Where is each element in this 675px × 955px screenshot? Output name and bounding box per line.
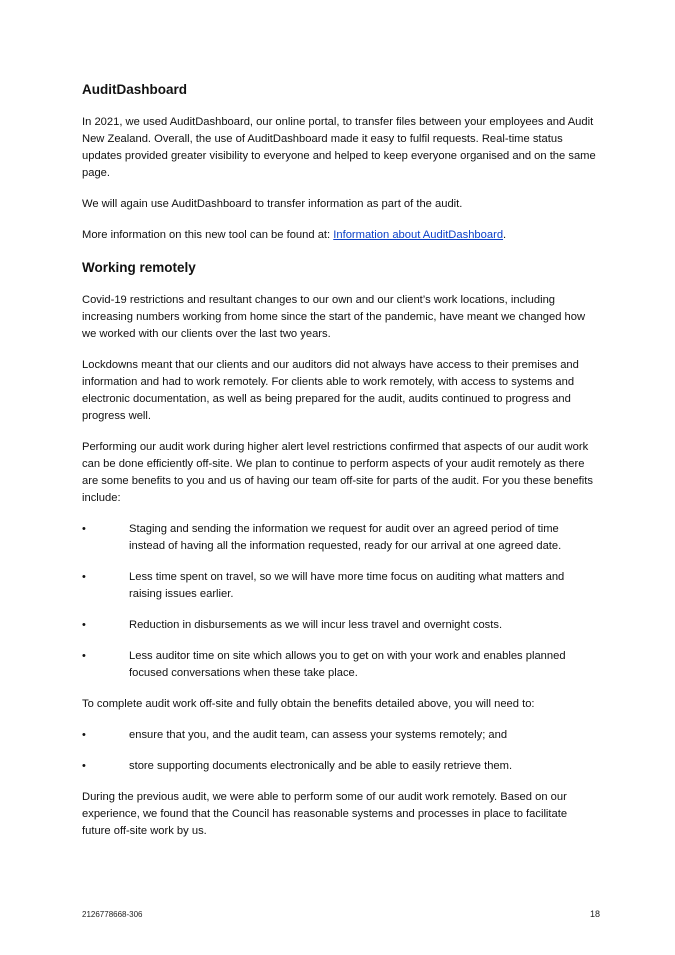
list-item-text: Less time spent on travel, so we will have more time focus on auditing what matters and raising issues earlier. [129, 571, 565, 600]
list-item [82, 727, 597, 744]
list-item [82, 569, 597, 603]
list-item-text: Reduction in disbursements as we will incur less travel and overnight costs. [129, 619, 503, 631]
footer-page-number: 18 [589, 909, 600, 919]
paragraph: We will again use AuditDashboard to transfer information as part of the audit. [82, 198, 463, 210]
requirements-intro: To complete audit work off-site and fully obtain the benefits detailed above, you will need to: [82, 698, 535, 710]
requirements-list [82, 727, 597, 775]
paragraph: In 2021, we used AuditDashboard, our online portal, to transfer files between your employees and Audit New Zealand. Overall, the use of AuditDashboard made it easy to fulfil requests. Real-time status updates provided greater visibility to everyone and helped to keep everyone organised and on the same page. [82, 116, 596, 179]
heading-working-remotely: Working remotely [82, 260, 196, 275]
more-info-prefix: More information on this new tool can be found at: [82, 229, 334, 241]
bullet-icon: • [82, 619, 86, 631]
list-item-text: Staging and sending the information we request for audit over an agreed period of time instead of having all the information requested, ready for our arrival at one agreed date. [129, 523, 562, 552]
document-page [82, 80, 597, 854]
footer-doc-id: 2126778668-306 [82, 910, 143, 919]
bullet-icon: • [82, 760, 86, 772]
bullet-icon: • [82, 650, 86, 662]
paragraph: Lockdowns meant that our clients and our auditors did not always have access to their premises and information and had to work remotely. For clients able to work remotely, with access to systems and electronic documentation, as well as being prepared for the audit, audits continued to progress and progress well. [82, 359, 579, 422]
closing-paragraph: During the previous audit, we were able to perform some of our audit work remotely. Based on our experience, we found that the Council has reasonable systems and processes in place to facilitate future off-site work by us. [82, 791, 568, 837]
benefits-list [82, 521, 597, 682]
heading-auditdashboard: AuditDashboard [82, 82, 188, 97]
list-item-text: store supporting documents electronically and be able to easily retrieve them. [129, 760, 513, 772]
more-info-paragraph [82, 227, 597, 244]
auditdashboard-info-link[interactable]: Information about AuditDashboard [333, 229, 504, 241]
list-item-text: ensure that you, and the audit team, can assess your systems remotely; and [129, 729, 508, 741]
list-item [82, 617, 597, 634]
bullet-icon: • [82, 523, 86, 535]
list-item-text: Less auditor time on site which allows you to get on with your work and enables planned focused conversations when these take place. [129, 650, 566, 679]
bullet-icon: • [82, 571, 86, 583]
paragraph: Performing our audit work during higher alert level restrictions confirmed that aspects of our audit work can be done efficiently off-site. We plan to continue to perform aspects of your audit remotely as there are some benefits to you and us of having our team off-site for parts of the audit. For you these benefits include: [82, 441, 593, 504]
bullet-icon: • [82, 729, 86, 741]
list-item [82, 758, 597, 775]
list-item [82, 521, 597, 555]
list-item [82, 648, 597, 682]
more-info-suffix: . [503, 229, 507, 241]
paragraph: Covid-19 restrictions and resultant changes to our own and our client’s work locations, including increasing numbers working from home since the start of the pandemic, have meant we changed how we worked with our clients over the last two years. [82, 294, 586, 340]
